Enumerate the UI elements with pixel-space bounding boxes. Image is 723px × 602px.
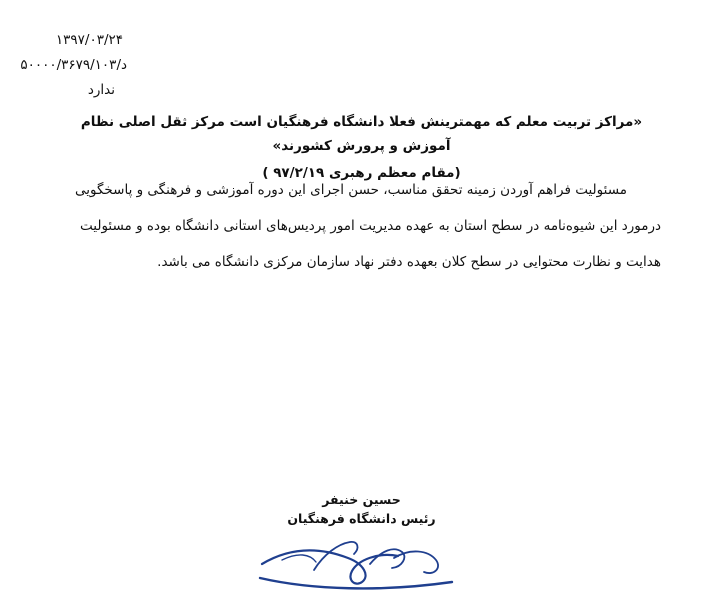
letter-attachment: ندارد (87, 82, 115, 98)
letter-header (0, 28, 723, 103)
epigraph-quote: «مراکز تربیت معلم که مهمترینش فعلا دانشگاه فرهنگیان است مرکز ثقل اصلی نظام آموزش و پرورش کشورند» (80, 114, 643, 154)
body-paragraph-line-3: هدایت و نظارت محتوایی در سطح کلان بعهده دفتر نهاد سازمان مرکزی دانشگاه می باشد. (157, 254, 661, 270)
letter-body (0, 172, 723, 280)
letter-date: ۱۳۹۷/۰۳/۲۴ (55, 32, 123, 48)
signature-block (0, 490, 723, 528)
letter-reference-number: د/۵۰۰۰۰/۳۶۷۹/۱۰۳ (20, 57, 127, 73)
signatory-name: حسین خنیفر (322, 492, 401, 507)
signatory-title: رئیس دانشگاه فرهنگیان (287, 511, 436, 526)
epigraph-attribution: (مقام معظم رهبری ۹۷/۲/۱۹ ) (262, 165, 461, 181)
body-paragraph-line-1: مسئولیت فراهم آوردن زمینه تحقق مناسب، حسن اجرای این دوره آموزشی و فرهنگی و پاسخگویی (74, 182, 627, 198)
handwritten-signature (0, 534, 723, 596)
body-paragraph-line-2: درمورد این شیوه‌نامه در سطح استان به عهده مدیریت امور پردیس‌های استانی دانشگاه بوده و مسئولیت (80, 218, 661, 234)
